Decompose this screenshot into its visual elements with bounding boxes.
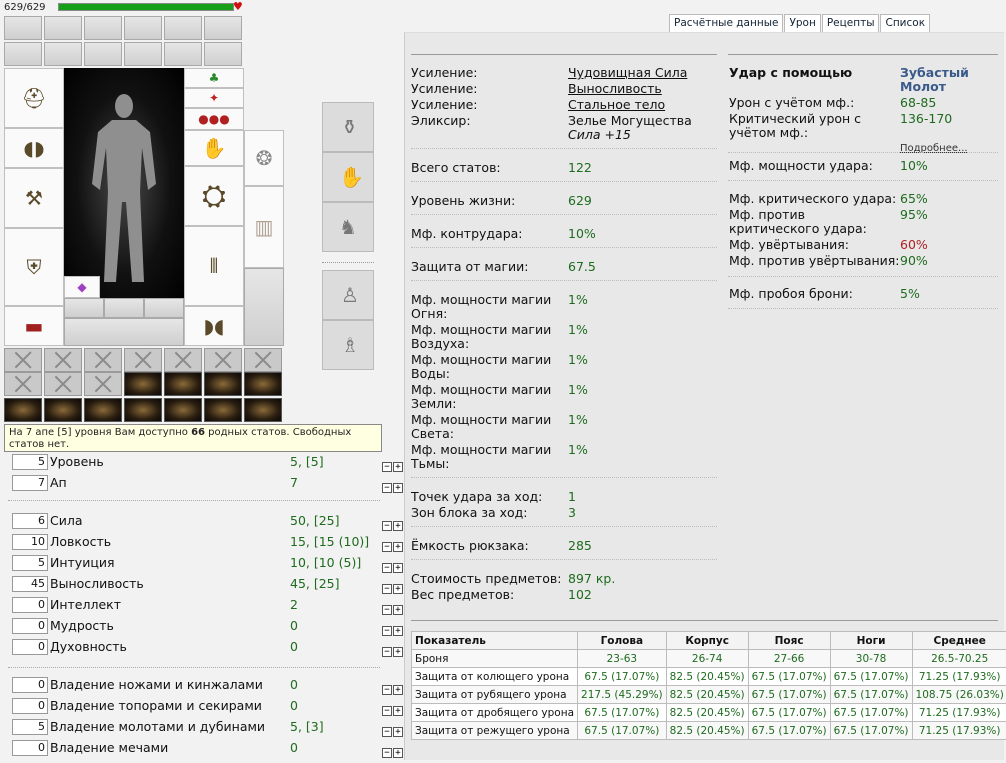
scroll-slot[interactable]	[4, 16, 42, 40]
table-cell: 26.5-70.25	[912, 650, 1006, 668]
stat-input[interactable]: 5	[12, 454, 48, 470]
chest-icon[interactable]	[44, 398, 82, 422]
boots-slot[interactable]	[184, 306, 244, 346]
stat-name: Интуиция	[50, 555, 115, 570]
pierce-value: 5%	[900, 286, 920, 301]
stat-value: 5, [3]	[290, 719, 324, 734]
boost-link-steel-body[interactable]: Стальное тело	[568, 97, 666, 112]
table-cell: Защита от рубящего урона	[412, 686, 578, 704]
bracers-icon: ◖◗	[23, 136, 45, 160]
locked-slot	[4, 372, 42, 396]
total-stats-label: Всего статов:	[411, 160, 501, 175]
stat-input[interactable]: 6	[12, 513, 48, 529]
table-cell: 23-63	[578, 650, 667, 668]
plus-button[interactable]: +	[393, 584, 403, 594]
plus-button[interactable]: +	[393, 626, 403, 636]
plus-button[interactable]: +	[393, 462, 403, 472]
mf-dodge-label: Мф. увёртывания:	[729, 237, 850, 252]
hp-text: 629/629	[4, 2, 46, 13]
table-cell: 71.25 (17.93%)	[912, 668, 1006, 686]
stat-value: 0	[290, 698, 298, 713]
scroll-slot[interactable]	[44, 42, 82, 66]
table-cell: Защита от колющего урона	[412, 668, 578, 686]
scroll-slot[interactable]	[44, 16, 82, 40]
stat-value: 2	[290, 597, 298, 612]
details-link[interactable]: Подробнее...	[900, 143, 968, 154]
tooltip-text-end: родных статов. Свободных статов нет.	[9, 427, 352, 450]
plus-button[interactable]: +	[393, 685, 403, 695]
stat-row	[12, 475, 407, 493]
table-cell: 82.5 (20.45%)	[666, 704, 748, 722]
life-label: Уровень жизни:	[411, 193, 516, 208]
locked-slot	[204, 348, 242, 372]
stat-name: Ап	[50, 475, 67, 490]
stat-row	[12, 597, 407, 615]
bracers-slot[interactable]	[4, 128, 64, 168]
stats-separator-1	[8, 500, 380, 501]
dot-separator	[728, 308, 998, 309]
power-value: 10%	[900, 158, 928, 173]
hp-bar	[58, 3, 234, 11]
table-row	[412, 686, 1006, 704]
spell-slot-4[interactable]	[322, 320, 374, 370]
stat-value: 5, [5]	[290, 454, 324, 469]
weapon-name[interactable]: Зубастый Молот	[900, 65, 969, 94]
ring-slot-3[interactable]	[144, 298, 184, 318]
stat-input[interactable]: 0	[12, 698, 48, 714]
scroll-slot[interactable]	[204, 42, 242, 66]
boost-label: Усиление:	[411, 81, 478, 96]
scroll-slot[interactable]	[84, 42, 122, 66]
gem-icon: ◆	[77, 280, 87, 294]
ring-slot-1[interactable]	[64, 298, 104, 318]
chest-icon[interactable]	[124, 398, 162, 422]
table-cell: 67.5 (17.07%)	[748, 704, 830, 722]
table-header-cell: Среднее	[912, 632, 1006, 650]
wreath-icon: ❂	[255, 146, 273, 170]
table-header-cell: Ноги	[830, 632, 912, 650]
plus-button[interactable]: +	[393, 605, 403, 615]
earring-slot[interactable]	[184, 88, 244, 108]
stat-name: Мудрость	[50, 618, 114, 633]
cat-icon: ♞	[339, 215, 357, 239]
chest-icon[interactable]	[164, 398, 202, 422]
minus-button[interactable]: −	[382, 483, 392, 493]
table-row	[412, 704, 1006, 722]
minus-button[interactable]: −	[382, 584, 392, 594]
spell-slot-3[interactable]	[322, 270, 374, 320]
lower-slot-bar	[64, 318, 184, 346]
magic-power-label: Мф. мощности магии Огня:	[411, 292, 552, 321]
chest-icon[interactable]	[84, 398, 122, 422]
magic-power-label: Мф. мощности магии Земли:	[411, 382, 552, 411]
spell-slot-1[interactable]	[322, 152, 374, 202]
locked-slot	[44, 372, 82, 396]
wreath-slot[interactable]	[244, 130, 284, 186]
elixir-label: Эликсир:	[411, 113, 471, 128]
table-cell: 71.25 (17.93%)	[912, 722, 1006, 740]
table-row	[412, 668, 1006, 686]
stats-tooltip	[4, 424, 382, 452]
scroll-slot[interactable]	[164, 16, 202, 40]
magic-power-value: 1%	[568, 322, 588, 337]
table-cell: 217.5 (45.29%)	[578, 686, 667, 704]
elixir-name: Зелье Могущества	[568, 113, 692, 128]
mf-crit-label: Мф. критического удара:	[729, 191, 897, 206]
table-cell: 67.5 (17.07%)	[830, 668, 912, 686]
defense-table	[411, 631, 1006, 740]
table-header-cell: Показатель	[412, 632, 578, 650]
table-header-cell: Голова	[578, 632, 667, 650]
stat-row	[12, 534, 407, 552]
hp-bar-fill	[59, 4, 233, 10]
scroll-slot[interactable]	[204, 16, 242, 40]
stat-row	[12, 740, 407, 758]
stat-input[interactable]: 45	[12, 576, 48, 592]
boost-label: Усиление:	[411, 97, 478, 112]
stat-value: 0	[290, 677, 298, 692]
stat-row	[12, 513, 407, 531]
tab-0[interactable]: Расчётные данные	[669, 14, 783, 33]
helmet-slot[interactable]	[4, 68, 64, 128]
weapon-slot[interactable]	[4, 168, 64, 228]
stat-name: Владение ножами и кинжалами	[50, 677, 263, 692]
locked-slot	[44, 348, 82, 372]
crit-damage-value: 136-170	[900, 111, 953, 126]
total-stats-value: 122	[568, 160, 592, 175]
minus-button[interactable]: −	[382, 563, 392, 573]
plus-button[interactable]: +	[393, 727, 403, 737]
cost-label: Стоимость предметов:	[411, 571, 562, 586]
stat-name: Духовность	[50, 639, 127, 654]
shield-icon: ⛭	[202, 178, 226, 214]
helmet-icon: ⛑	[21, 86, 47, 110]
armor-slot[interactable]	[4, 228, 64, 306]
minus-button[interactable]: −	[382, 706, 392, 716]
stat-input[interactable]: 7	[12, 475, 48, 491]
plus-button[interactable]: +	[393, 647, 403, 657]
minus-button[interactable]: −	[382, 521, 392, 531]
table-cell: 30-78	[830, 650, 912, 668]
magic-power-label: Мф. мощности магии Тьмы:	[411, 442, 552, 471]
stat-input[interactable]: 0	[12, 677, 48, 693]
stat-input[interactable]: 10	[12, 534, 48, 550]
ring-slot-2[interactable]	[104, 298, 144, 318]
boost-link-endurance[interactable]: Выносливость	[568, 81, 662, 96]
boost-label: Усиление:	[411, 65, 478, 80]
minus-button[interactable]: −	[382, 748, 392, 758]
mf-anti-crit-value: 95%	[900, 207, 928, 222]
magic-power-value: 1%	[568, 352, 588, 367]
stat-row	[12, 639, 407, 657]
table-cell: Защита от режущего урона	[412, 722, 578, 740]
magic-power-label: Мф. мощности магии Света:	[411, 412, 552, 441]
magic-def-value: 67.5	[568, 259, 596, 274]
backpack-label: Ёмкость рюкзака:	[411, 538, 529, 553]
earring-icon: ✦	[208, 91, 220, 105]
scroll-slot[interactable]	[4, 42, 42, 66]
table-cell: 67.5 (17.07%)	[830, 704, 912, 722]
stat-value: 0	[290, 740, 298, 755]
magic-power-label: Мф. мощности магии Воздуха:	[411, 322, 552, 351]
rings-slot[interactable]	[184, 108, 244, 130]
potion-icon: ⚱	[341, 115, 358, 139]
minus-button[interactable]: −	[382, 647, 392, 657]
chest-icon[interactable]	[204, 398, 242, 422]
shirt-slot[interactable]	[244, 186, 284, 268]
table-cell: 67.5 (17.07%)	[748, 686, 830, 704]
potion-slot[interactable]	[322, 102, 374, 152]
table-cell: 82.5 (20.45%)	[666, 668, 748, 686]
dot-separator	[411, 247, 717, 248]
locked-slot	[244, 348, 282, 372]
table-cell: 108.75 (26.03%)	[912, 686, 1006, 704]
belt-icon: ▬	[24, 314, 44, 338]
stat-row	[12, 677, 407, 695]
stat-value: 15, [15 (10)]	[290, 534, 370, 549]
cost-value: 897 кр.	[568, 571, 616, 586]
stat-row	[12, 698, 407, 716]
hands-icon: ✋	[339, 165, 364, 189]
chest-icon[interactable]	[244, 398, 282, 422]
stat-value: 0	[290, 639, 298, 654]
table-row	[412, 650, 1006, 668]
panel-top-line-right	[728, 54, 998, 55]
block-zones-label: Зон блока за ход:	[411, 505, 528, 520]
shield-slot[interactable]	[184, 166, 244, 226]
minus-button[interactable]: −	[382, 685, 392, 695]
plus-button[interactable]: +	[393, 521, 403, 531]
heart-icon: ♥	[233, 0, 243, 13]
table-cell: 67.5 (17.07%)	[578, 668, 667, 686]
backpack-value: 285	[568, 538, 592, 553]
damage-value: 68-85	[900, 95, 937, 110]
dot-separator	[411, 526, 717, 527]
leggings-slot[interactable]	[184, 226, 244, 306]
character-silhouette-icon	[82, 92, 166, 288]
minus-button[interactable]: −	[382, 727, 392, 737]
minus-button[interactable]: −	[382, 626, 392, 636]
counter-label: Мф. контрудара:	[411, 226, 523, 241]
stat-name: Уровень	[50, 454, 104, 469]
magic-def-label: Защита от магии:	[411, 259, 529, 274]
magic-power-value: 1%	[568, 382, 588, 397]
table-row	[412, 722, 1006, 740]
stat-row	[12, 618, 407, 636]
dot-separator	[411, 559, 717, 560]
mf-anti-dodge-value: 90%	[900, 253, 928, 268]
boost-link-strength[interactable]: Чудовищная Сила	[568, 65, 688, 80]
mf-anti-crit-label: Мф. против критического удара:	[729, 207, 867, 236]
dot-separator	[411, 181, 717, 182]
shirt-icon: ▥	[254, 215, 274, 239]
amulet-slot[interactable]	[184, 68, 244, 88]
plus-button[interactable]: +	[393, 563, 403, 573]
stats-separator-2	[8, 667, 380, 668]
magic-power-value: 1%	[568, 412, 588, 427]
table-cell: 26-74	[666, 650, 748, 668]
scroll-slot[interactable]	[124, 16, 162, 40]
armor-icon: ⛨	[26, 255, 42, 279]
table-cell: 82.5 (20.45%)	[666, 722, 748, 740]
minus-button[interactable]: −	[382, 542, 392, 552]
table-cell: 67.5 (17.07%)	[830, 722, 912, 740]
elixir-effect: Сила +15	[568, 127, 631, 142]
stat-input[interactable]: 0	[12, 597, 48, 613]
chest-icon[interactable]	[164, 372, 202, 396]
counter-value: 10%	[568, 226, 596, 241]
minus-button[interactable]: −	[382, 605, 392, 615]
table-cell: 67.5 (17.07%)	[578, 704, 667, 722]
table-cell: Броня	[412, 650, 578, 668]
locked-slot	[4, 348, 42, 372]
block-zones-value: 3	[568, 505, 576, 520]
spell-slot-2[interactable]	[322, 202, 374, 252]
stat-name: Интеллект	[50, 597, 121, 612]
tab-2[interactable]: Рецепты	[822, 14, 880, 33]
magic-power-value: 1%	[568, 442, 588, 457]
locked-slot	[84, 372, 122, 396]
chest-icon[interactable]	[204, 372, 242, 396]
table-cell: 67.5 (17.07%)	[748, 668, 830, 686]
chest-icon[interactable]	[244, 372, 282, 396]
scroll-slot[interactable]	[84, 16, 122, 40]
dot-separator	[411, 214, 717, 215]
stat-name: Ловкость	[50, 534, 112, 549]
figure-icon: ♙	[341, 283, 359, 307]
minus-button[interactable]: −	[382, 462, 392, 472]
table-header-row	[412, 632, 1006, 650]
boots-icon: ◗◖	[203, 314, 225, 338]
hit-points-value: 1	[568, 489, 576, 504]
stat-row	[12, 719, 407, 737]
stat-name: Владение топорами и секирами	[50, 698, 262, 713]
table-cell: 27-66	[748, 650, 830, 668]
gloves-slot[interactable]	[184, 130, 244, 166]
stat-value: 0	[290, 618, 298, 633]
rings-icon: ●●●	[198, 112, 230, 126]
leggings-icon: ⫴	[209, 254, 219, 278]
dot-separator	[728, 180, 998, 181]
stat-row	[12, 454, 407, 472]
tab-1[interactable]: Урон	[784, 14, 820, 33]
tooltip-text: На 7 апе [5] уровня Вам доступно	[9, 427, 192, 438]
cloak-slot[interactable]	[244, 268, 284, 346]
panel-top-line-left	[411, 54, 717, 55]
dot-separator	[411, 148, 717, 149]
stat-value: 7	[290, 475, 298, 490]
weight-label: Вес предметов:	[411, 587, 515, 602]
scroll-slot[interactable]	[164, 42, 202, 66]
stat-input[interactable]: 5	[12, 719, 48, 735]
dot-separator	[411, 280, 717, 281]
power-label: Мф. мощности удара:	[729, 158, 873, 173]
stat-input[interactable]: 0	[12, 618, 48, 634]
hit-points-label: Точек удара за ход:	[411, 489, 543, 504]
table-top-line	[411, 620, 998, 621]
stat-name: Выносливость	[50, 576, 144, 591]
plus-button[interactable]: +	[393, 706, 403, 716]
table-cell: 82.5 (20.45%)	[666, 686, 748, 704]
table-header-cell: Корпус	[666, 632, 748, 650]
tooltip-bold-count: 66	[191, 427, 205, 438]
stat-row	[12, 576, 407, 594]
weight-value: 102	[568, 587, 592, 602]
gloves-icon: ✋	[201, 136, 227, 160]
mf-dodge-value: 60%	[900, 237, 928, 252]
life-value: 629	[568, 193, 592, 208]
stat-value: 50, [25]	[290, 513, 340, 528]
locked-slot	[84, 348, 122, 372]
stat-value: 45, [25]	[290, 576, 340, 591]
hammer-icon: ⚒	[25, 186, 43, 210]
stat-name: Владение мечами	[50, 740, 169, 755]
table-cell: 67.5 (17.07%)	[830, 686, 912, 704]
magic-power-value: 1%	[568, 292, 588, 307]
crit-damage-label: Критический урон с учётом мф.:	[729, 111, 862, 140]
table-cell: 67.5 (17.07%)	[578, 722, 667, 740]
stat-value: 10, [10 (5)]	[290, 555, 362, 570]
stat-input[interactable]: 5	[12, 555, 48, 571]
stat-input[interactable]: 0	[12, 740, 48, 756]
spell-separator	[322, 262, 374, 263]
dot-separator	[411, 477, 717, 478]
dot-separator	[728, 152, 998, 153]
damage-label: Урон с учётом мф.:	[729, 95, 855, 110]
figure-icon: ♗	[341, 333, 359, 357]
plus-button[interactable]: +	[393, 483, 403, 493]
belt-slot[interactable]	[4, 306, 64, 346]
mf-anti-dodge-label: Мф. против увёртывания:	[729, 253, 900, 268]
stat-input[interactable]: 0	[12, 639, 48, 655]
table-cell: Защита от дробящего урона	[412, 704, 578, 722]
locked-slot	[124, 348, 162, 372]
stat-name: Владение молотами и дубинами	[50, 719, 266, 734]
stat-row	[12, 555, 407, 573]
amulet-icon: ♣	[208, 71, 220, 85]
locked-slot	[164, 348, 202, 372]
stat-name: Сила	[50, 513, 83, 528]
magic-power-label: Мф. мощности магии Воды:	[411, 352, 552, 381]
table-header-cell: Пояс	[748, 632, 830, 650]
table-cell: 67.5 (17.07%)	[748, 722, 830, 740]
strike-label: Удар с помощью	[729, 65, 853, 80]
ring-slot-main[interactable]	[64, 276, 100, 298]
plus-button[interactable]: +	[393, 542, 403, 552]
plus-button[interactable]: +	[393, 748, 403, 758]
chest-icon[interactable]	[4, 398, 42, 422]
table-cell: 71.25 (17.93%)	[912, 704, 1006, 722]
dot-separator	[728, 276, 998, 277]
mf-crit-value: 65%	[900, 191, 928, 206]
pierce-label: Мф. пробоя брони:	[729, 286, 853, 301]
tab-3[interactable]: Список	[880, 14, 930, 33]
chest-icon[interactable]	[124, 372, 162, 396]
scroll-slot[interactable]	[124, 42, 162, 66]
